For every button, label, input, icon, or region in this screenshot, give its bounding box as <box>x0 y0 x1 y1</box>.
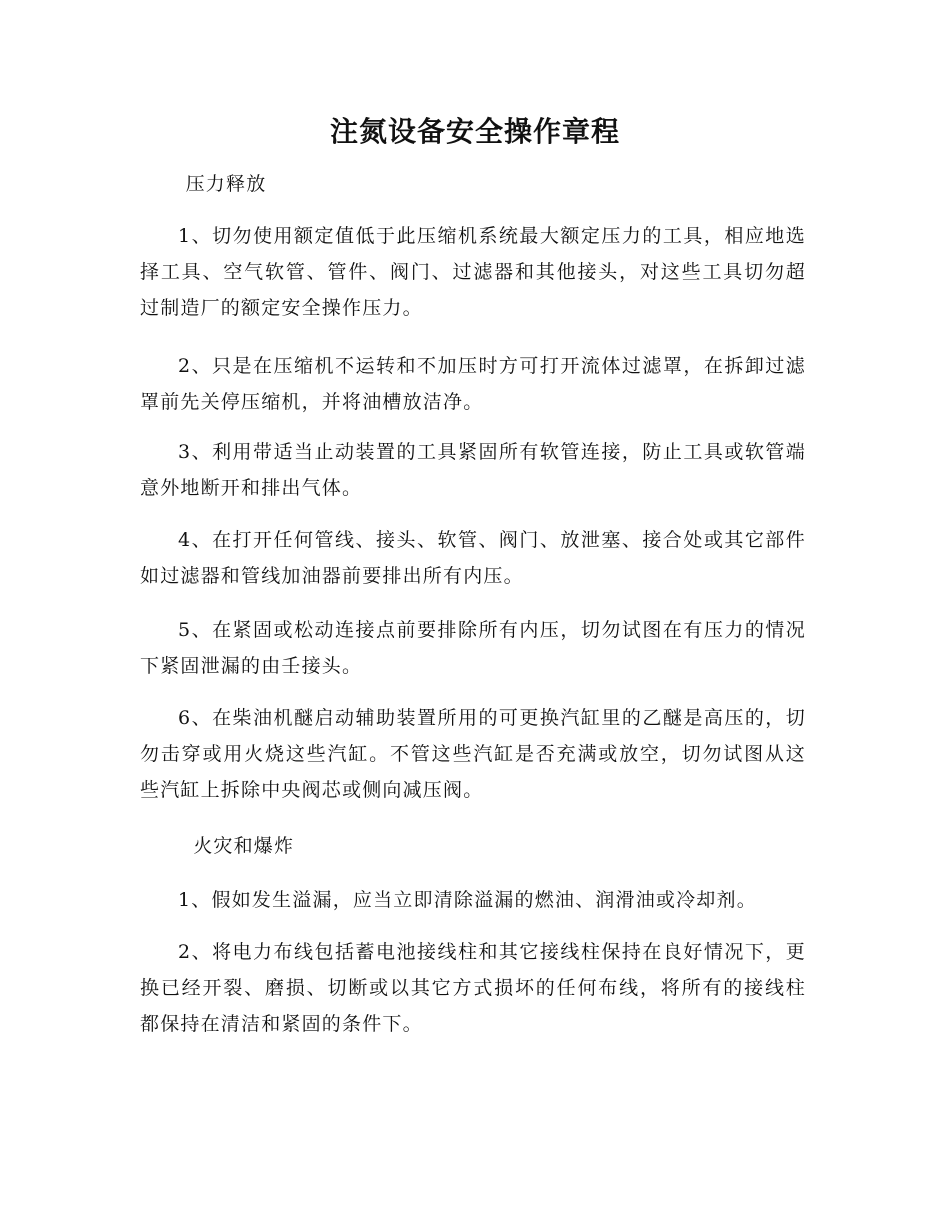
paragraph: 2、将电力布线包括蓄电池接线柱和其它接线柱保持在良好情况下，更换已经开裂、磨损、切断或以其它方式损坏的任何布线，将所有的接线柱都保持在清洁和紧固的条件下。 <box>140 941 806 1035</box>
paragraph: 1、假如发生溢漏，应当立即清除溢漏的燃油、润滑油或冷却剂。 <box>178 889 757 911</box>
paragraph: 5、在紧固或松动连接点前要排除所有内压，切勿试图在有压力的情况下紧固泄漏的由壬接头。 <box>140 619 806 677</box>
section-heading-pressure-release: 压力释放 <box>185 173 267 195</box>
section-heading-fire-explosion: 火灾和爆炸 <box>193 835 295 857</box>
document-title: 注氮设备安全操作章程 <box>329 115 620 148</box>
paragraph: 4、在打开任何管线、接头、软管、阀门、放泄塞、接合处或其它部件如过滤器和管线加油器前要排出所有内压。 <box>140 529 806 587</box>
paragraph: 1、切勿使用额定值低于此压缩机系统最大额定压力的工具，相应地选择工具、空气软管、管件、阀门、过滤器和其他接头，对这些工具切勿超过制造厂的额定安全操作压力。 <box>140 225 806 319</box>
paragraph: 6、在柴油机醚启动辅助装置所用的可更换汽缸里的乙醚是高压的，切勿击穿或用火烧这些汽缸。不管这些汽缸是否充满或放空，切勿试图从这些汽缸上拆除中央阀芯或侧向减压阀。 <box>140 707 806 801</box>
paragraph: 2、只是在压缩机不运转和不加压时方可打开流体过滤罩，在拆卸过滤罩前先关停压缩机，并将油槽放洁净。 <box>140 355 806 413</box>
paragraph: 3、利用带适当止动装置的工具紧固所有软管连接，防止工具或软管端意外地断开和排出气体。 <box>140 441 806 499</box>
